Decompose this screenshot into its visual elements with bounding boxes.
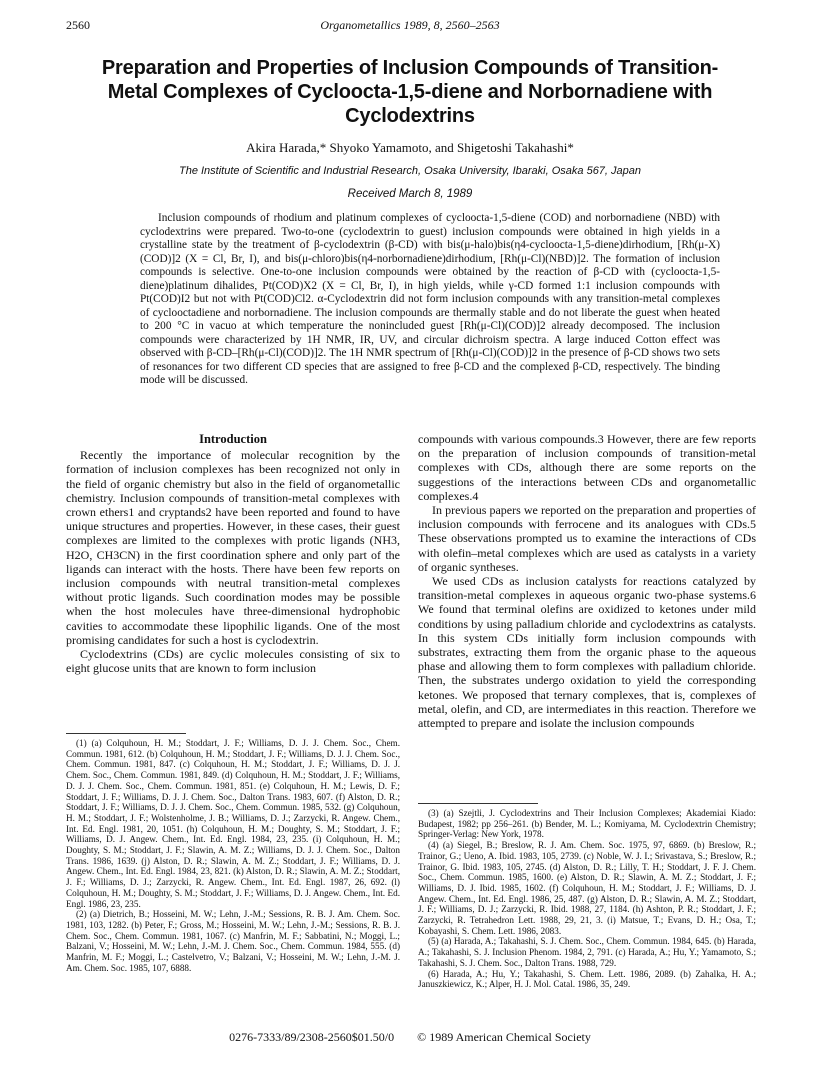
paragraph: compounds with various compounds.3 However, there are few reports on the preparation of inclusion compounds of transition-metal complexes with CDs, although there are some reports on the suggestions of the interactions between CDs and organometallic complexes.4 [418, 432, 756, 503]
journal-citation: Organometallics 1989, 8, 2560–2563 [320, 18, 500, 32]
received-date: Received March 8, 1989 [347, 188, 473, 200]
footnote: (6) Harada, A.; Hu, Y.; Takahashi, S. Chem. Lett. 1986, 2089. (b) Zahalka, H. A.; Januszkiewicz, K.; Alper, H. J. Mol. Catal. 1986, 35, 249. [418, 968, 756, 990]
page-footer [0, 1030, 820, 1045]
copyright: © 1989 American Chemical Society [417, 1030, 591, 1044]
footnotes-left [66, 738, 400, 973]
footnote-divider [418, 803, 538, 804]
footnote: (3) (a) Szejtli, J. Cyclodextrins and Their Inclusion Complexes; Akademiai Kiado: Budapest, 1982; pp 256–261. (b) Bender, M. L.; Komiyama, M. Cyclodextrin Chemistry; Springer-Verlag: New York, 1978. [418, 808, 756, 840]
abstract-text: Inclusion compounds of rhodium and platinum complexes of cycloocta-1,5-diene (COD) and norbornadiene (NBD) with cyclodextrins were prepared. Two-to-one (cyclodextrin to guest) inclusion compounds were obtained in high yields in a crystalline state by the treatment of β-cyclodextrin (β-CD) with bis(μ-halo)bis(η4-cycloocta-1,5-diene)dirhodium, [Rh(μ-X)(COD)]2 (X = Cl, Br, I), and bis(μ-chloro)bis(η4-norbornadiene)dirhodium, [Rh(μ-Cl)(NBD)]2. The formation of inclusion compounds is selective. One-to-one inclusion compounds were obtained by the reaction of β-CD with (cycloocta-1,5-diene)platinum dihalides, Pt(COD)X2 (X = Cl, Br, I), in high yields, while γ-CD formed 1:1 inclusion compounds with Pt(COD)I2 but not with Pt(COD)Cl2. α-Cyclodextrin did not form inclusion compounds with any transition-metal complexes of cyclooctadiene and norbornadiene. The inclusion compounds are thermally stable and do not liberate the guest when heated to 200 °C in vacuo at which temperature the nonincluded guest [Rh(μ-Cl)(COD)]2 already decomposed. The inclusion compounds were characterized by 1H NMR, IR, UV, and circular dichroism spectra. A large induced Cotton effect was observed with β-CD–[Rh(μ-Cl)(COD)]2. The 1H NMR spectrum of [Rh(μ-Cl)(COD)]2 in the presence of β-CD shows two sets of resonances for two different CD species that are assigned to free β-CD and the complexed β-CD, respectively. The binding mode will be discussed. [140, 212, 720, 386]
footnotes-right [418, 808, 756, 990]
article-title: Preparation and Properties of Inclusion Compounds of Transition-Metal Complexes of Cycloocta-1,5-diene and Norbornadiene with Cyclodextrins [101, 57, 719, 127]
footnote: (2) (a) Dietrich, B.; Hosseini, M. W.; Lehn, J.-M.; Sessions, R. B. J. Am. Chem. Soc. 1981, 103, 1282. (b) Peter, F.; Gross, M.; Hosseini, M. W.; Lehn, J.-M.; Sessions, R. B. J. Chem. Soc., Chem. Commun. 1981, 1067. (c) Manfrin, M. F.; Sabbatini, N.; Moggi, L.; Balzani, V.; Hosseini, M. W.; Lehn, J.-M. J. Chem. Soc., Chem. Commun. 1984, 555. (d) Manfrin, M. F.; Moggi, L.; Castelvetro, V.; Balzani, V.; Hosseini, M. W.; Lehn, J.-M. J. Am. Chem. Soc. 1985, 107, 6888. [66, 909, 400, 973]
paragraph: Cyclodextrins (CDs) are cyclic molecules consisting of six to eight glucose units that are known to form inclusion [66, 647, 400, 676]
left-column [66, 432, 400, 675]
footnote: (4) (a) Siegel, B.; Breslow, R. J. Am. Chem. Soc. 1975, 97, 6869. (b) Breslow, R.; Trainor, G.; Ueno, A. Ibid. 1983, 105, 2739. (c) Noble, W. J. I.; Srivastava, S.; Breslow, R.; Trainor, G. Ibid. 1983, 105, 2745. (d) Alston, D. R.; Lilly, T. H.; Stoddart, J. F. J. Chem. Soc., Chem. Commun. 1985, 1600. (e) Alston, D. R.; Slawin, A. M. Z.; Stoddart, J. F.; Williams, D. J. Ibid. 1985, 1602. (f) Colquhoun, H. M.; Stoddart, J. F.; Williams, D. J. Angew. Chem., Int. Ed. Engl. 1986, 25, 487. (g) Alston, D. R.; Slawin, A. M. Z.; Stoddart, J. F.; Williams, D. J.; Zarzycki, R. Ibid. 1988, 27, 1184. (h) Ashton, P. R.; Stoddart, J. F.; Zarzycki, R. Tetrahedron Lett. 1988, 29, 21, 3. (i) Matsue, T.; Evans, D. H.; Osa, T.; Kobayashi, S. Chem. Lett. 1986, 2083. [418, 840, 756, 936]
abstract [140, 212, 720, 388]
author-list: Akira Harada,* Shyoko Yamamoto, and Shigetoshi Takahashi* [246, 140, 574, 155]
paragraph: We used CDs as inclusion catalysts for reactions catalyzed by transition-metal complexes in aqueous organic two-phase systems.6 We found that terminal olefins are oxidized to ketones under mild conditions by using palladium chloride and cyclodextrins as catalysts. In this system CDs initially form inclusion compounds with substrates, extracting them from the organic phase to the aqueous phase and allowing them to form complexes with palladium chloride. Then, the substrates undergo oxidation to yield the corresponding ketones. We proposed that ternary complexes, that is, complexes of metal, olefin, and CD, are intermediates in this reaction. Therefore we attempted to prepare and isolate the inclusion compounds [418, 574, 756, 731]
article-code: 0276-7333/89/2308-2560$01.50/0 [229, 1030, 395, 1044]
running-header [66, 18, 754, 34]
right-column [418, 432, 756, 730]
affiliation: The Institute of Scientific and Industrial Research, Osaka University, Ibaraki, Osaka 567, Japan [178, 165, 642, 177]
footnote-divider [66, 733, 186, 734]
footnote: (1) (a) Colquhoun, H. M.; Stoddart, J. F.; Williams, D. J. J. Chem. Soc., Chem. Commun. 1981, 612. (b) Colquhoun, H. M.; Stoddart, J. F.; Williams, D. J. J. Chem. Soc., Chem. Commun. 1981, 847. (c) Colquhoun, H. M.; Stoddart, J. F.; Williams, D. J. J. Chem. Soc., Chem. Commun. 1981, 849. (d) Colquhoun, H. M.; Stoddart, J. F.; Williams, D. J. J. Chem. Soc., Chem. Commun. 1981, 851. (e) Colquhoun, H. M.; Lewis, D. F.; Stoddart, J. F.; Williams, D. J. J. Chem. Soc., Dalton Trans. 1983, 607. (f) Alston, D. R.; Stoddart, J. F.; Williams, D. J. J. Chem. Soc., Chem. Commun. 1985, 532. (g) Colquhoun, H. M.; Stoddart, J. F.; Wolstenholme, J. B.; Williams, D. J.; Zarzycki, R. Angew. Chem., Int. Ed. Engl. 1981, 20, 1051. (h) Colquhoun, H. M.; Doughty, S. M.; Stoddart, J. F.; Williams, D. J. Angew. Chem., Int. Ed. Engl. 1984, 23, 235. (i) Colquhoun, H. M.; Doughty, S. M.; Stoddart, J. F.; Slawin, A. M. Z.; Williams, D. J. J. Chem. Soc., Dalton Trans. 1986, 1639. (j) Alston, D. R.; Slawin, A. M. Z.; Stoddart, J. F.; Williams, D. J. Angew. Chem., Int. Ed. Engl. 1984, 23, 821. (k) Alston, D. R.; Slawin, A. M. Z.; Stoddart, J. F.; Williams, D. J.; Zarzycki, R. Angew. Chem., Int. Ed. Engl. 1987, 26, 692. (l) Colquhoun, H. M.; Doughty, S. M.; Stoddart, J. F.; Williams, D. J. Angew. Chem., Int. Ed. Engl. 1986, 23, 235. [66, 738, 400, 909]
paragraph: In previous papers we reported on the preparation and properties of inclusion compounds with ferrocene and its analogues with CDs.5 These observations prompted us to examine the interactions of CDs with olefin–metal complexes which are used as catalysts in a variety of organic syntheses. [418, 503, 756, 574]
footnote: (5) (a) Harada, A.; Takahashi, S. J. Chem. Soc., Chem. Commun. 1984, 645. (b) Harada, A.; Takahashi, S. J. Inclusion Phenom. 1984, 2, 791. (c) Harada, A.; Hu, Y.; Yamamoto, S.; Takahashi, S. J. Chem. Soc., Dalton Trans. 1988, 729. [418, 936, 756, 968]
section-heading-introduction: Introduction [199, 432, 267, 446]
paragraph: Recently the importance of molecular recognition by the formation of inclusion complexes has been recognized not only in the field of organic chemistry but also in the field of organometallic chemistry. Inclusion compounds of transition-metal complexes with crown ethers1 and cryptands2 have been reported and found to have unique structures and properties. However, in these cases, their guest complexes are limited to the complexes with protic ligands (NH3, H2O, CH3CN) in the first coordination sphere and only part of the ligands can interact with the hosts. There have been few reports on inclusion compounds with neutral transition-metal complexes without protic ligands. Such coordination modes may be possible when the host molecules have three-dimensional hydrophobic cavities to accommodate these lipophilic ligands. One of the most promising candidates for such a host is cyclodextrin. [66, 448, 400, 647]
page-number: 2560 [66, 18, 90, 32]
